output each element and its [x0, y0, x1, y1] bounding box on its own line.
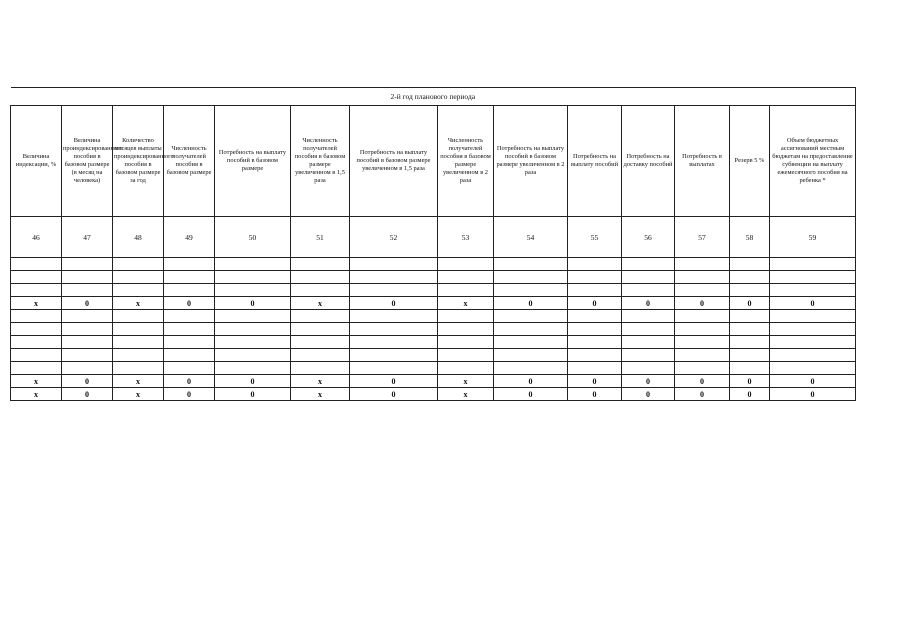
table-cell	[438, 362, 494, 375]
table-cell	[494, 336, 568, 349]
table-cell: 0	[568, 375, 622, 388]
table-cell	[215, 323, 291, 336]
column-header: Величина индексации, %	[11, 106, 62, 217]
table-cell	[11, 362, 62, 375]
table-cell	[622, 258, 675, 271]
table-cell	[113, 362, 164, 375]
table-cell	[675, 310, 730, 323]
table-cell: 0	[164, 297, 215, 310]
table-cell	[730, 349, 770, 362]
table-cell	[568, 258, 622, 271]
table-cell: x	[11, 388, 62, 401]
table-cell	[622, 336, 675, 349]
table-cell	[438, 349, 494, 362]
table-cell	[622, 271, 675, 284]
table-cell: x	[291, 388, 350, 401]
table-cell	[291, 362, 350, 375]
table-cell	[291, 271, 350, 284]
period-title: 2-й год планового периода	[11, 88, 856, 106]
table-cell	[291, 336, 350, 349]
table-cell	[11, 258, 62, 271]
table-cell	[291, 349, 350, 362]
column-header: Численность получателей пособия в базовом размере увеличенном в 1,5 раза	[291, 106, 350, 217]
table-row-empty	[11, 258, 856, 271]
table-cell	[350, 271, 438, 284]
table-cell: 0	[350, 375, 438, 388]
table-row-empty	[11, 284, 856, 297]
table-cell	[438, 336, 494, 349]
table-cell	[770, 336, 856, 349]
column-number: 49	[164, 217, 215, 258]
column-number: 55	[568, 217, 622, 258]
column-header: Потребность на выплату пособий в базовом размере увеличенном в 1,5 раза	[350, 106, 438, 217]
table-cell	[622, 362, 675, 375]
table-cell: 0	[675, 375, 730, 388]
column-header: Потребность на выплату пособий	[568, 106, 622, 217]
table-cell	[291, 323, 350, 336]
table-cell	[291, 284, 350, 297]
table-row-empty	[11, 349, 856, 362]
table-cell: 0	[730, 375, 770, 388]
table-cell	[11, 284, 62, 297]
table-cell	[675, 323, 730, 336]
table-cell	[622, 349, 675, 362]
column-header: Потребность в выплатах	[675, 106, 730, 217]
column-number: 58	[730, 217, 770, 258]
table-cell: 0	[350, 388, 438, 401]
table-cell: 0	[622, 375, 675, 388]
table-row-empty	[11, 336, 856, 349]
table-cell	[291, 258, 350, 271]
table-cell	[113, 336, 164, 349]
table-cell: 0	[494, 375, 568, 388]
table-cell	[113, 271, 164, 284]
table-cell	[494, 349, 568, 362]
table-cell	[568, 323, 622, 336]
table-cell	[62, 310, 113, 323]
table-row-empty	[11, 323, 856, 336]
table-cell	[730, 258, 770, 271]
column-header: Величина проиндексированного пособия в базовом размере (в месяц на человека)	[62, 106, 113, 217]
column-number: 54	[494, 217, 568, 258]
table-cell	[675, 284, 730, 297]
table-cell	[622, 323, 675, 336]
column-number-row	[11, 217, 856, 258]
table-cell	[730, 362, 770, 375]
table-cell	[568, 284, 622, 297]
table-cell	[568, 336, 622, 349]
table-cell	[215, 349, 291, 362]
table-cell	[215, 362, 291, 375]
table-cell: x	[113, 388, 164, 401]
table-cell: 0	[215, 375, 291, 388]
table-cell: 0	[62, 388, 113, 401]
table-cell	[730, 336, 770, 349]
table-cell	[438, 284, 494, 297]
table-cell: 0	[164, 375, 215, 388]
table-row	[11, 375, 856, 388]
table-cell	[730, 271, 770, 284]
table-cell	[438, 258, 494, 271]
table-cell	[350, 284, 438, 297]
table-cell	[113, 310, 164, 323]
table-cell	[164, 323, 215, 336]
column-header: Потребность на выплату пособий в базовом размере	[215, 106, 291, 217]
column-header: Численность получателей пособия в базовом размере увеличенном в 2 раза	[438, 106, 494, 217]
column-number: 48	[113, 217, 164, 258]
table-cell	[568, 271, 622, 284]
table-cell	[62, 349, 113, 362]
table-cell	[770, 284, 856, 297]
table-cell: 0	[568, 388, 622, 401]
table-cell: 0	[350, 297, 438, 310]
column-header: Количество месяцев выплаты проиндексированного пособия в базовом размере за год	[113, 106, 164, 217]
table-cell: x	[291, 375, 350, 388]
table-cell	[675, 362, 730, 375]
table-cell: 0	[730, 297, 770, 310]
table-cell	[164, 362, 215, 375]
column-number: 51	[291, 217, 350, 258]
table-cell	[113, 349, 164, 362]
table-cell	[494, 271, 568, 284]
table-cell	[494, 362, 568, 375]
table-cell	[770, 362, 856, 375]
table-cell	[350, 258, 438, 271]
table-cell	[11, 271, 62, 284]
table-cell	[568, 362, 622, 375]
table-cell: 0	[62, 297, 113, 310]
table-row-empty	[11, 271, 856, 284]
table-cell	[675, 349, 730, 362]
table-cell	[164, 258, 215, 271]
column-header: Потребность на доставку пособий	[622, 106, 675, 217]
table-cell	[11, 310, 62, 323]
table-cell	[730, 323, 770, 336]
table-cell	[164, 284, 215, 297]
table-cell	[215, 284, 291, 297]
table-cell: x	[11, 375, 62, 388]
table-cell	[494, 323, 568, 336]
column-header: Численность получателей пособия в базовом размере	[164, 106, 215, 217]
column-number: 46	[11, 217, 62, 258]
table-cell	[62, 258, 113, 271]
table-cell: x	[438, 375, 494, 388]
table-cell	[11, 336, 62, 349]
column-number: 52	[350, 217, 438, 258]
table-cell	[164, 310, 215, 323]
column-number: 47	[62, 217, 113, 258]
table-cell	[350, 336, 438, 349]
table-cell: x	[438, 297, 494, 310]
table-cell	[675, 258, 730, 271]
budget-table	[10, 87, 856, 401]
table-cell	[113, 284, 164, 297]
table-cell	[494, 258, 568, 271]
table-cell	[62, 362, 113, 375]
table-cell	[494, 284, 568, 297]
table-cell	[675, 271, 730, 284]
table-cell	[11, 323, 62, 336]
table-cell	[770, 271, 856, 284]
table-cell	[62, 336, 113, 349]
column-header: Резерв 5 %	[730, 106, 770, 217]
table-cell	[622, 310, 675, 323]
column-header: Объем бюджетных ассигнований местным бюджетам на предоставление субвенции на выплату ежемесячного пособия на ребенка *	[770, 106, 856, 217]
table-cell	[494, 310, 568, 323]
column-number: 53	[438, 217, 494, 258]
table-cell: 0	[675, 297, 730, 310]
table-cell: 0	[730, 388, 770, 401]
table-cell	[350, 310, 438, 323]
table-cell: 0	[494, 388, 568, 401]
table-cell	[215, 336, 291, 349]
table-cell	[770, 323, 856, 336]
header-row	[11, 106, 856, 217]
table-cell: 0	[494, 297, 568, 310]
table-cell	[730, 310, 770, 323]
table-body	[11, 88, 856, 401]
table-cell	[675, 336, 730, 349]
table-cell: 0	[770, 375, 856, 388]
table-cell	[438, 323, 494, 336]
table-cell: 0	[770, 388, 856, 401]
table-cell: x	[113, 297, 164, 310]
table-cell: 0	[622, 388, 675, 401]
table-cell: 0	[622, 297, 675, 310]
table-cell	[62, 271, 113, 284]
column-number: 56	[622, 217, 675, 258]
table-cell: x	[113, 375, 164, 388]
table-cell	[164, 271, 215, 284]
table-cell: 0	[568, 297, 622, 310]
table-cell	[730, 284, 770, 297]
period-title-row	[11, 88, 856, 106]
table-cell	[215, 310, 291, 323]
table-cell	[164, 336, 215, 349]
table-cell: x	[291, 297, 350, 310]
table-cell	[215, 258, 291, 271]
table-cell	[291, 310, 350, 323]
table-cell	[11, 349, 62, 362]
table-cell	[62, 284, 113, 297]
column-number: 50	[215, 217, 291, 258]
column-number: 57	[675, 217, 730, 258]
table-cell	[568, 310, 622, 323]
table-cell: x	[438, 388, 494, 401]
table-row-empty	[11, 362, 856, 375]
table-cell	[622, 284, 675, 297]
table-cell: x	[11, 297, 62, 310]
table-cell: 0	[164, 388, 215, 401]
table-cell: 0	[215, 297, 291, 310]
table-cell	[350, 362, 438, 375]
table-cell	[215, 271, 291, 284]
table-cell	[62, 323, 113, 336]
table-cell: 0	[215, 388, 291, 401]
table-cell	[438, 310, 494, 323]
table-cell: 0	[675, 388, 730, 401]
table-cell	[438, 271, 494, 284]
table-cell	[164, 349, 215, 362]
table-cell	[350, 349, 438, 362]
column-header: Потребность на выплату пособий в базовом размере увеличенном в 2 раза	[494, 106, 568, 217]
table-cell: 0	[62, 375, 113, 388]
table-row	[11, 388, 856, 401]
table-cell: 0	[770, 297, 856, 310]
table-cell	[568, 349, 622, 362]
table-cell	[770, 310, 856, 323]
column-number: 59	[770, 217, 856, 258]
table-cell	[770, 258, 856, 271]
table-row	[11, 297, 856, 310]
table-cell	[113, 323, 164, 336]
table-cell	[350, 323, 438, 336]
table-cell	[770, 349, 856, 362]
table-row-empty	[11, 310, 856, 323]
table-cell	[113, 258, 164, 271]
